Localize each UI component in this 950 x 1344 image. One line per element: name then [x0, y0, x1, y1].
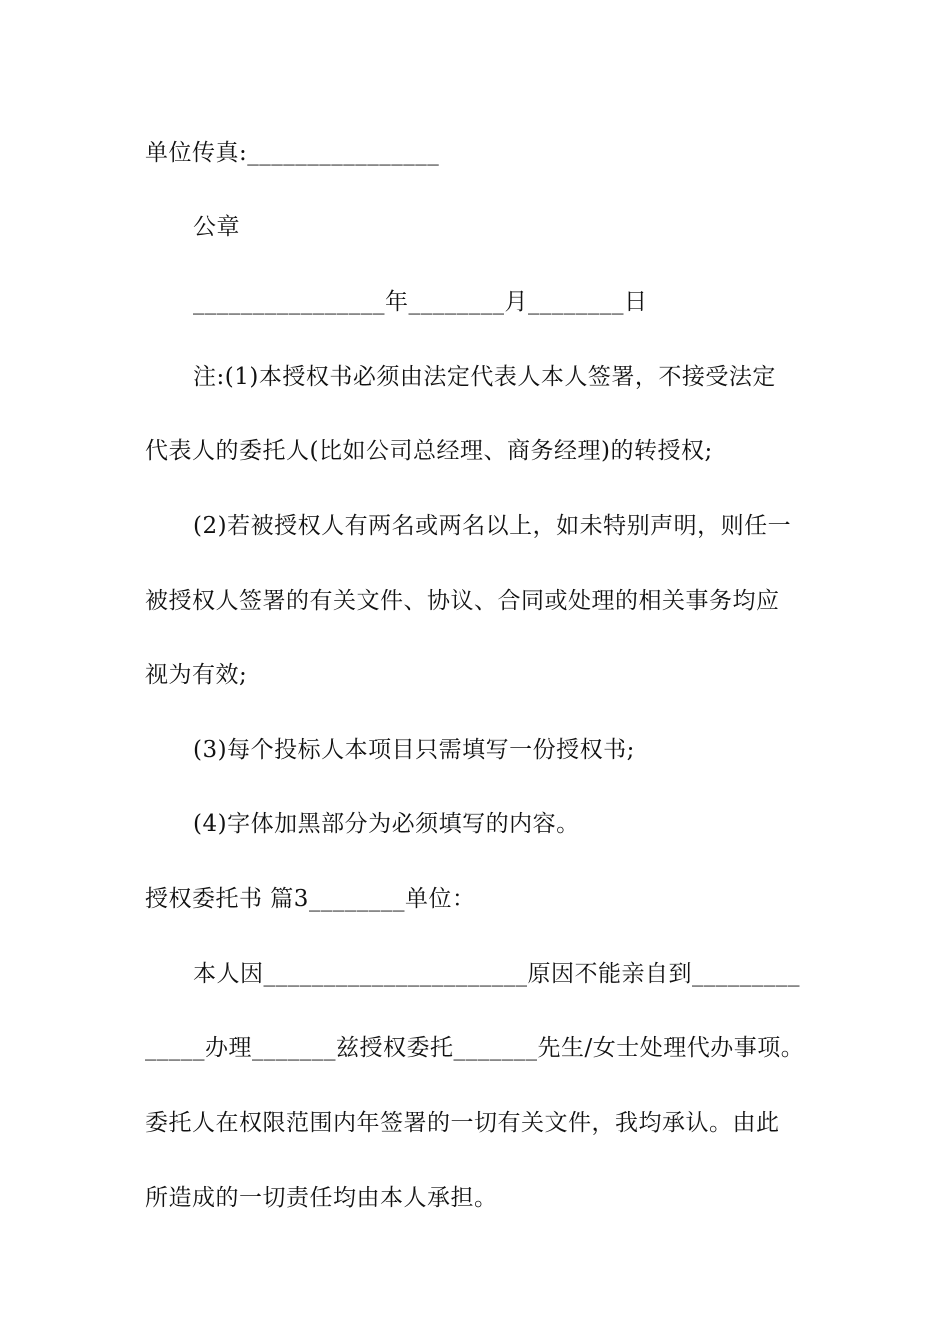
seal-label: 公章 [193, 214, 240, 240]
body-line-4: 所造成的一切责任均由本人承担。 [145, 1185, 498, 1211]
body-line-1: 本人因______________________原因不能亲自到_________ [193, 961, 800, 987]
note-4: (4)字体加黑部分为必须填写的内容。 [193, 811, 580, 837]
note-3: (3)每个投标人本项目只需填写一份授权书; [193, 737, 635, 763]
body-line-2: _____办理_______兹授权委托_______先生/女士处理代办事项。 [145, 1035, 805, 1061]
section-3-heading: 授权委托书 篇3________单位： [145, 886, 476, 912]
note-1-line-2: 代表人的委托人(比如公司总经理、商务经理)的转授权; [145, 438, 713, 464]
note-1-line-1: 注:(1)本授权书必须由法定代表人本人签署，不接受法定 [193, 364, 776, 390]
note-2-line-1: (2)若被授权人有两名或两名以上，如未特别声明，则任一 [193, 513, 792, 539]
body-line-3: 委托人在权限范围内年签署的一切有关文件，我均承认。由此 [145, 1110, 780, 1136]
date-line: ________________年________月________日 [193, 289, 648, 315]
note-2-line-2: 被授权人签署的有关文件、协议、合同或处理的相关事务均应 [145, 588, 780, 614]
note-2-line-3: 视为有效; [145, 662, 248, 688]
fax-line: 单位传真:________________ [145, 140, 440, 166]
